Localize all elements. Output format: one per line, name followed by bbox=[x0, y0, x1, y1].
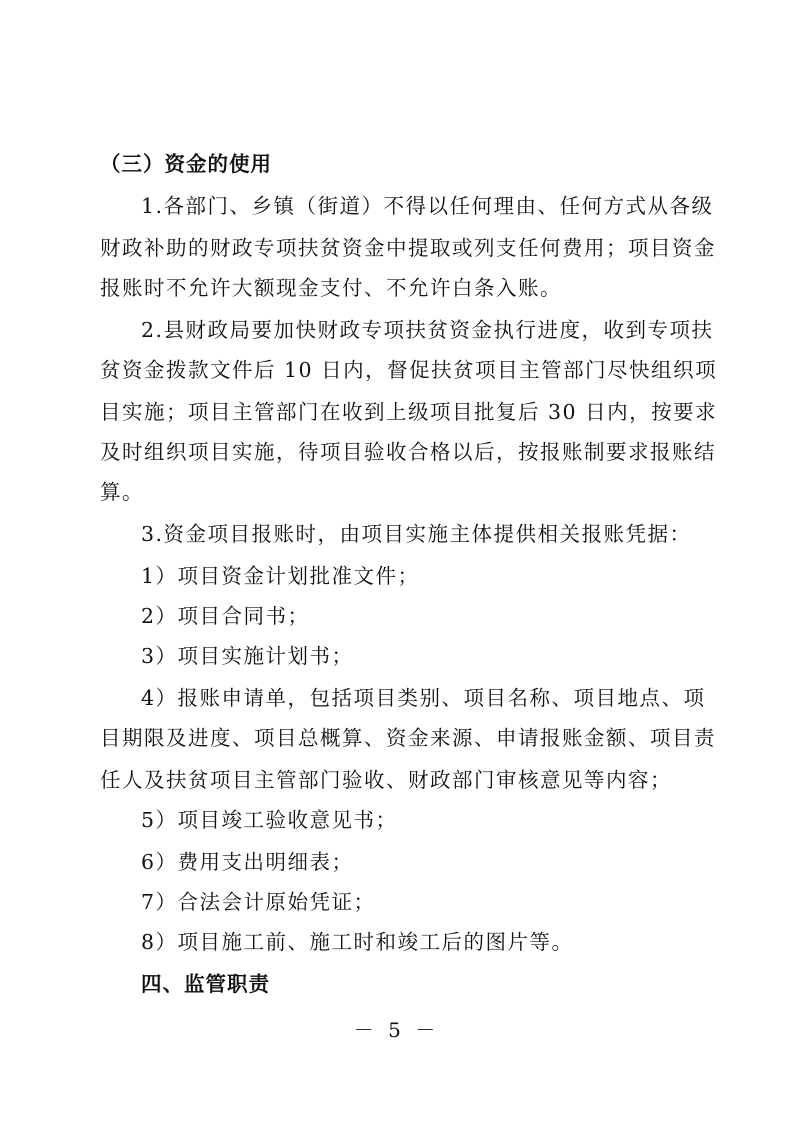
section-heading-funds-use: （三）资金的使用 bbox=[100, 152, 272, 176]
list-item-7: 7）合法会计原始凭证； bbox=[141, 890, 376, 914]
paragraph-1-line-3: 报账时不允许大额现金支付、不允许白条入账。 bbox=[100, 276, 562, 300]
list-item-6: 6）费用支出明细表； bbox=[141, 850, 354, 874]
list-item-5: 5）项目竣工验收意见书； bbox=[141, 808, 398, 832]
list-item-1: 1）项目资金计划批准文件； bbox=[141, 564, 420, 588]
paragraph-1-line-1: 1.各部门、乡镇（街道）不得以任何理由、任何方式从各级 bbox=[141, 194, 714, 218]
list-item-3: 3）项目实施计划书； bbox=[141, 644, 354, 668]
list-item-2: 2）项目合同书； bbox=[141, 604, 310, 628]
list-item-4-line-2: 目期限及进度、项目总概算、资金来源、申请报账金额、项目责 bbox=[100, 726, 716, 750]
page-number: － 5 － bbox=[353, 1018, 440, 1042]
paragraph-2-line-1: 2.县财政局要加快财政专项扶贫资金执行进度，收到专项扶 bbox=[141, 318, 714, 342]
paragraph-2-line-3: 目实施；项目主管部门在收到上级项目批复后 30 日内，按要求 bbox=[100, 400, 718, 424]
paragraph-3-line-1: 3.资金项目报账时，由项目实施主体提供相关报账凭据： bbox=[141, 522, 692, 546]
paragraph-2-line-5: 算。 bbox=[100, 480, 144, 504]
list-item-4-line-3: 任人及扶贫项目主管部门验收、财政部门审核意见等内容； bbox=[100, 768, 672, 792]
paragraph-2-line-2: 贫资金拨款文件后 10 日内，督促扶贫项目主管部门尽快组织项 bbox=[100, 358, 718, 382]
list-item-4-line-1: 4）报账申请单，包括项目类别、项目名称、项目地点、项 bbox=[141, 686, 706, 710]
list-item-8: 8）项目施工前、施工时和竣工后的图片等。 bbox=[141, 930, 574, 954]
section-heading-supervision: 四、监管职责 bbox=[141, 972, 270, 996]
paragraph-2-line-4: 及时组织项目实施，待项目验收合格以后，按报账制要求报账结 bbox=[100, 440, 716, 464]
paragraph-1-line-2: 财政补助的财政专项扶贫资金中提取或列支任何费用；项目资金 bbox=[100, 236, 716, 260]
